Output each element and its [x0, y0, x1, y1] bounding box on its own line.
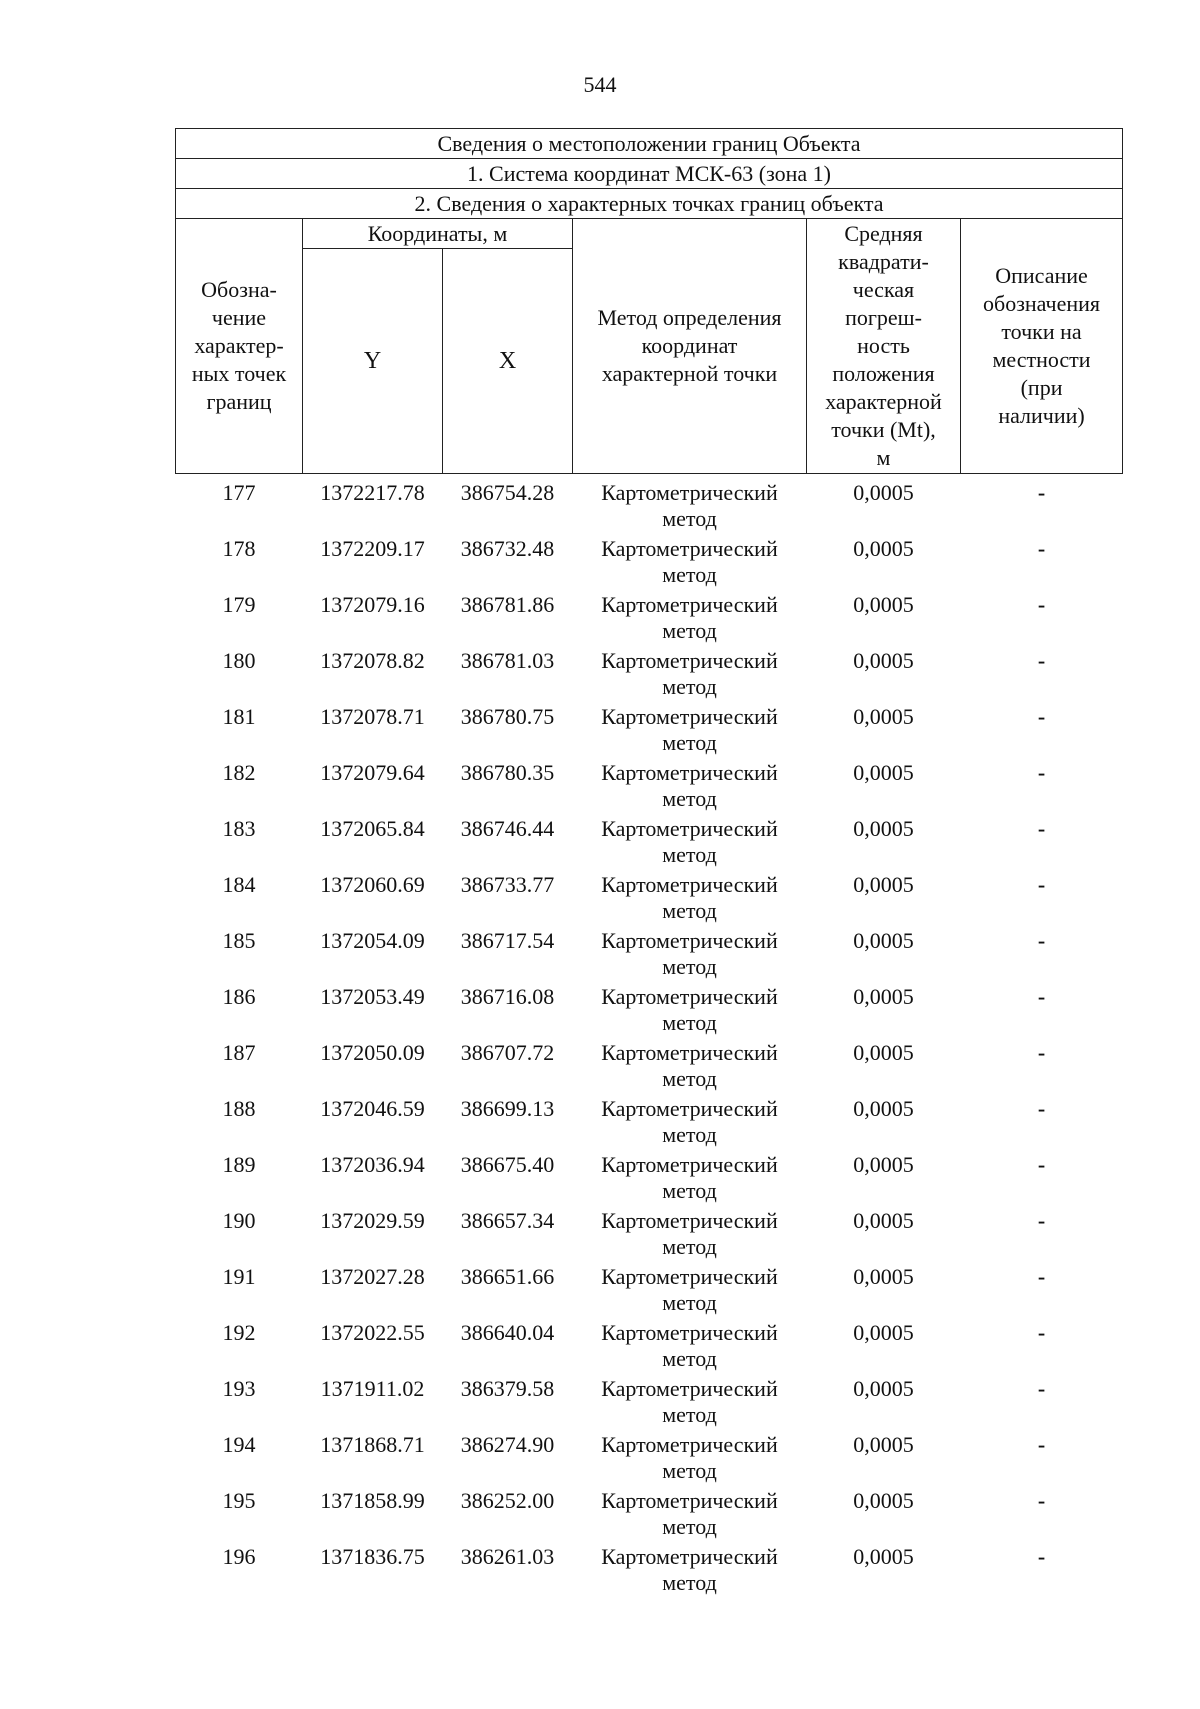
method-cell: Картометрический метод — [601, 760, 778, 811]
y-coordinate-cell: 1371858.99 — [320, 1488, 425, 1513]
table-row — [176, 700, 1123, 756]
error-cell: 0,0005 — [853, 1488, 914, 1513]
error-cell: 0,0005 — [853, 704, 914, 729]
y-coordinate-cell: 1372046.59 — [320, 1096, 425, 1121]
table-row — [176, 644, 1123, 700]
error-cell: 0,0005 — [853, 648, 914, 673]
x-coordinate-cell: 386754.28 — [460, 480, 555, 505]
error-cell: 0,0005 — [853, 984, 914, 1009]
table-row — [176, 812, 1123, 868]
method-cell: Картометрический метод — [601, 480, 778, 531]
x-coordinate-cell: 386707.72 — [460, 1040, 555, 1065]
description-cell: - — [1037, 1544, 1046, 1569]
x-coordinate-cell: 386675.40 — [460, 1152, 555, 1177]
y-coordinate-cell: 1372078.71 — [320, 704, 425, 729]
y-coordinate-cell: 1372060.69 — [320, 872, 425, 897]
point-id-cell: 188 — [222, 1096, 256, 1121]
table-row — [176, 1484, 1123, 1540]
point-id-cell: 177 — [222, 480, 256, 505]
error-cell: 0,0005 — [853, 1152, 914, 1177]
x-coordinate-cell: 386699.13 — [460, 1096, 555, 1121]
description-cell: - — [1037, 760, 1046, 785]
x-coordinate-cell: 386651.66 — [460, 1264, 555, 1289]
point-id-cell: 192 — [222, 1320, 256, 1345]
header-x: X — [443, 249, 573, 474]
table-row — [176, 1428, 1123, 1484]
y-coordinate-cell: 1371836.75 — [320, 1544, 425, 1569]
method-cell: Картометрический метод — [601, 1488, 778, 1539]
description-cell: - — [1037, 816, 1046, 841]
table-row — [176, 924, 1123, 980]
header-designation: Обозна- чение характер- ных точек границ — [176, 219, 303, 474]
header-y: Y — [303, 249, 443, 474]
table-row — [176, 1316, 1123, 1372]
x-coordinate-cell: 386657.34 — [460, 1208, 555, 1233]
header-error: Средняя квадрати- ческая погреш- ность положения характерной точки (Mt), м — [807, 219, 961, 474]
point-id-cell: 189 — [222, 1152, 256, 1177]
table-row — [176, 1092, 1123, 1148]
description-cell: - — [1037, 480, 1046, 505]
point-id-cell: 193 — [222, 1376, 256, 1401]
description-cell: - — [1037, 928, 1046, 953]
y-coordinate-cell: 1372022.55 — [320, 1320, 425, 1345]
point-id-cell: 179 — [222, 592, 256, 617]
description-cell: - — [1037, 1432, 1046, 1457]
error-cell: 0,0005 — [853, 1208, 914, 1233]
point-id-cell: 182 — [222, 760, 256, 785]
table-row — [176, 756, 1123, 812]
table-row — [176, 588, 1123, 644]
method-cell: Картометрический метод — [601, 1376, 778, 1427]
section-title: 2. Сведения о характерных точках границ объекта — [176, 189, 1123, 219]
x-coordinate-cell: 386717.54 — [460, 928, 555, 953]
table-body — [176, 474, 1123, 1605]
error-cell: 0,0005 — [853, 480, 914, 505]
error-cell: 0,0005 — [853, 1096, 914, 1121]
y-coordinate-cell: 1372050.09 — [320, 1040, 425, 1065]
x-coordinate-cell: 386732.48 — [460, 536, 555, 561]
description-cell: - — [1037, 1264, 1046, 1289]
error-cell: 0,0005 — [853, 1040, 914, 1065]
table-row — [176, 868, 1123, 924]
header-description: Описание обозначения точки на местности (при наличии) — [961, 219, 1123, 474]
x-coordinate-cell: 386780.75 — [460, 704, 555, 729]
header-coordinates: Координаты, м — [303, 219, 573, 249]
y-coordinate-cell: 1372078.82 — [320, 648, 425, 673]
method-cell: Картометрический метод — [601, 704, 778, 755]
table-row — [176, 1036, 1123, 1092]
description-cell: - — [1037, 592, 1046, 617]
method-cell: Картометрический метод — [601, 1152, 778, 1203]
description-cell: - — [1037, 1208, 1046, 1233]
point-id-cell: 181 — [222, 704, 256, 729]
error-cell: 0,0005 — [853, 760, 914, 785]
x-coordinate-cell: 386746.44 — [460, 816, 555, 841]
x-coordinate-cell: 386640.04 — [460, 1320, 555, 1345]
x-coordinate-cell: 386781.86 — [460, 592, 555, 617]
table-row — [176, 474, 1123, 533]
x-coordinate-cell: 386261.03 — [460, 1544, 555, 1569]
method-cell: Картометрический метод — [601, 1040, 778, 1091]
description-cell: - — [1037, 1152, 1046, 1177]
description-cell: - — [1037, 872, 1046, 897]
description-cell: - — [1037, 536, 1046, 561]
point-id-cell: 186 — [222, 984, 256, 1009]
point-id-cell: 195 — [222, 1488, 256, 1513]
error-cell: 0,0005 — [853, 536, 914, 561]
point-id-cell: 185 — [222, 928, 256, 953]
method-cell: Картометрический метод — [601, 1208, 778, 1259]
y-coordinate-cell: 1372027.28 — [320, 1264, 425, 1289]
method-cell: Картометрический метод — [601, 984, 778, 1035]
coordinate-system: 1. Система координат МСК-63 (зона 1) — [176, 159, 1123, 189]
point-id-cell: 180 — [222, 648, 256, 673]
y-coordinate-cell: 1372217.78 — [320, 480, 425, 505]
description-cell: - — [1037, 648, 1046, 673]
description-cell: - — [1037, 1096, 1046, 1121]
table-row — [176, 1372, 1123, 1428]
y-coordinate-cell: 1372054.09 — [320, 928, 425, 953]
method-cell: Картометрический метод — [601, 1544, 778, 1595]
table-title: Сведения о местоположении границ Объекта — [176, 129, 1123, 159]
method-cell: Картометрический метод — [601, 1320, 778, 1371]
y-coordinate-cell: 1372053.49 — [320, 984, 425, 1009]
table-row — [176, 1540, 1123, 1604]
y-coordinate-cell: 1372029.59 — [320, 1208, 425, 1233]
method-cell: Картометрический метод — [601, 536, 778, 587]
method-cell: Картометрический метод — [601, 928, 778, 979]
y-coordinate-cell: 1372036.94 — [320, 1152, 425, 1177]
error-cell: 0,0005 — [853, 1320, 914, 1345]
point-id-cell: 196 — [222, 1544, 256, 1569]
method-cell: Картометрический метод — [601, 872, 778, 923]
y-coordinate-cell: 1372079.16 — [320, 592, 425, 617]
y-coordinate-cell: 1372065.84 — [320, 816, 425, 841]
x-coordinate-cell: 386252.00 — [460, 1488, 555, 1513]
table-row — [176, 532, 1123, 588]
method-cell: Картометрический метод — [601, 816, 778, 867]
error-cell: 0,0005 — [853, 1432, 914, 1457]
point-id-cell: 194 — [222, 1432, 256, 1457]
point-id-cell: 178 — [222, 536, 256, 561]
description-cell: - — [1037, 1376, 1046, 1401]
method-cell: Картометрический метод — [601, 648, 778, 699]
method-cell: Картометрический метод — [601, 1264, 778, 1315]
point-id-cell: 187 — [222, 1040, 256, 1065]
y-coordinate-cell: 1371868.71 — [320, 1432, 425, 1457]
table-row — [176, 1204, 1123, 1260]
x-coordinate-cell: 386780.35 — [460, 760, 555, 785]
x-coordinate-cell: 386379.58 — [460, 1376, 555, 1401]
error-cell: 0,0005 — [853, 592, 914, 617]
description-cell: - — [1037, 1488, 1046, 1513]
coordinates-table — [175, 128, 1123, 1604]
x-coordinate-cell: 386781.03 — [460, 648, 555, 673]
point-id-cell: 191 — [222, 1264, 256, 1289]
method-cell: Картометрический метод — [601, 592, 778, 643]
y-coordinate-cell: 1372209.17 — [320, 536, 425, 561]
description-cell: - — [1037, 1320, 1046, 1345]
error-cell: 0,0005 — [853, 1376, 914, 1401]
table-row — [176, 1148, 1123, 1204]
page-number: 544 — [583, 72, 617, 97]
error-cell: 0,0005 — [853, 928, 914, 953]
y-coordinate-cell: 1371911.02 — [320, 1376, 425, 1401]
error-cell: 0,0005 — [853, 1264, 914, 1289]
header-method: Метод определения координат характерной точки — [573, 219, 807, 474]
point-id-cell: 190 — [222, 1208, 256, 1233]
point-id-cell: 183 — [222, 816, 256, 841]
table-row — [176, 980, 1123, 1036]
description-cell: - — [1037, 1040, 1046, 1065]
table-row — [176, 1260, 1123, 1316]
error-cell: 0,0005 — [853, 1544, 914, 1569]
method-cell: Картометрический метод — [601, 1096, 778, 1147]
x-coordinate-cell: 386716.08 — [460, 984, 555, 1009]
error-cell: 0,0005 — [853, 816, 914, 841]
description-cell: - — [1037, 704, 1046, 729]
x-coordinate-cell: 386733.77 — [460, 872, 555, 897]
description-cell: - — [1037, 984, 1046, 1009]
point-id-cell: 184 — [222, 872, 256, 897]
error-cell: 0,0005 — [853, 872, 914, 897]
method-cell: Картометрический метод — [601, 1432, 778, 1483]
y-coordinate-cell: 1372079.64 — [320, 760, 425, 785]
x-coordinate-cell: 386274.90 — [460, 1432, 555, 1457]
